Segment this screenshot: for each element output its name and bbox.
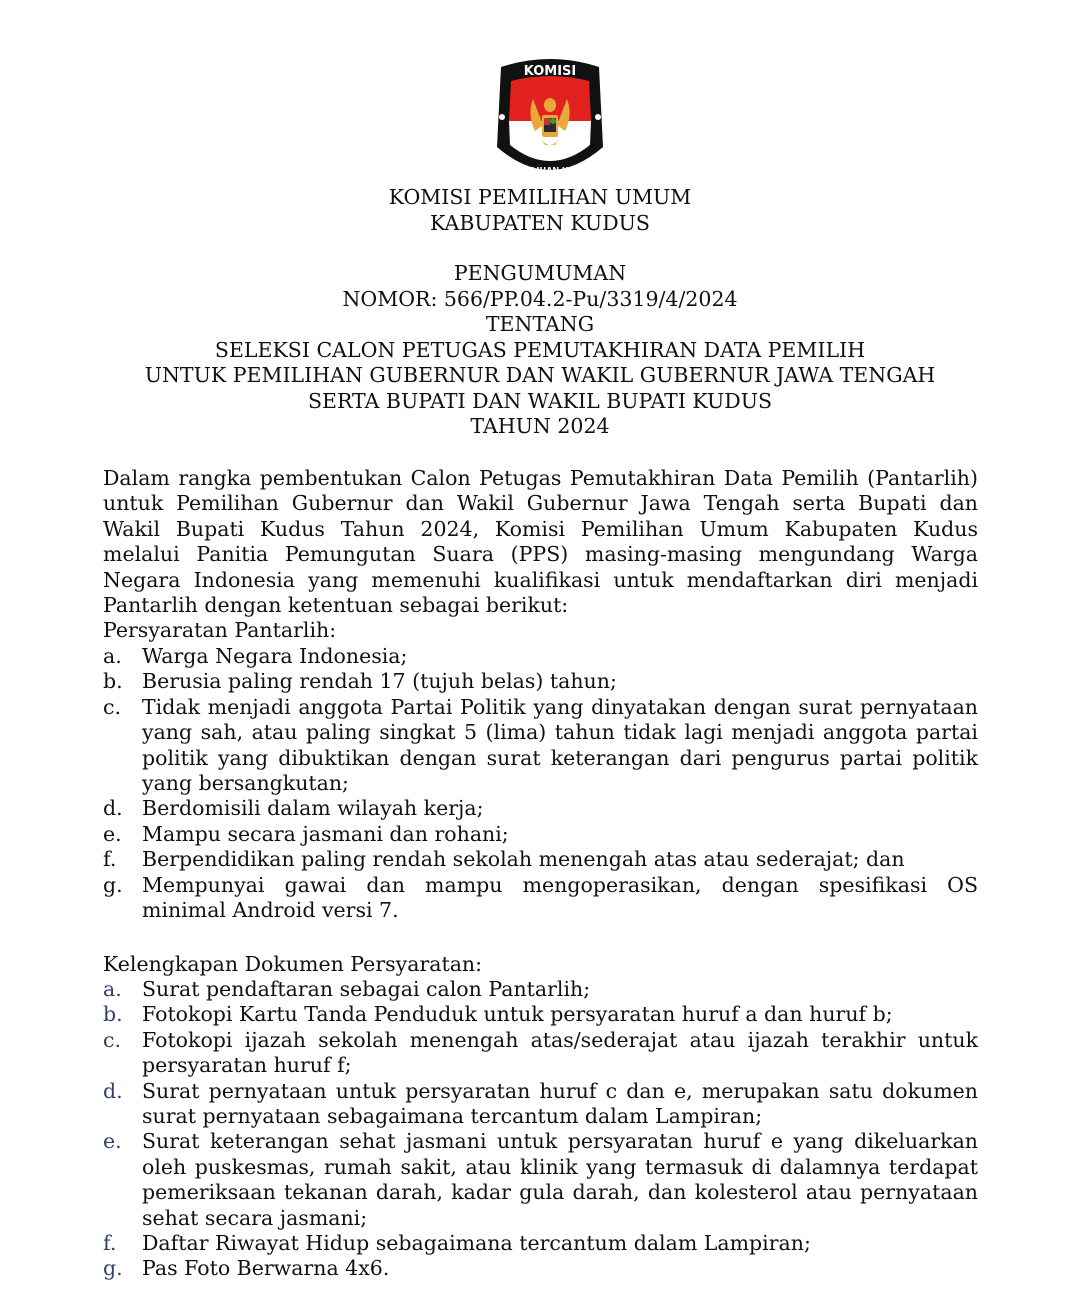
item-text: surat pernyataan sebagaimana tercantum dalam Lampiran; [142,1104,763,1129]
announcement-title [0,261,1080,440]
item-text: Berusia paling rendah 17 (tujuh belas) tahun; [142,669,617,694]
item-text: Fotokopi ijazah sekolah menengah atas/sederajat atau ijazah terakhir untuk [142,1027,978,1052]
item-text: Surat pendaftaran sebagai calon Pantarlih; [142,977,591,1001]
item-text: yang sah, atau paling singkat 5 (lima) tahun tidak lagi menjadi anggota partai [142,720,978,745]
requirements-heading: Persyaratan Pantarlih: [103,618,337,642]
subject-line-2: UNTUK PEMILIHAN GUBERNUR DAN WAKIL GUBERNUR JAWA TENGAH [144,363,936,387]
documents-list [103,977,978,1282]
list-marker: a. [103,977,122,1001]
intro-line: Wakil Bupati Kudus Tahun 2024, Komisi Pemilihan Umum Kabupaten Kudus [103,516,978,541]
item-text: Surat keterangan sehat jasmani untuk persyaratan huruf e yang dikeluarkan [142,1129,978,1154]
list-marker: b. [103,1002,123,1027]
list-marker: d. [103,796,123,821]
item-text: Daftar Riwayat Hidup sebagaimana tercantum dalam Lampiran; [142,1231,811,1256]
item-text: Berdomisili dalam wilayah kerja; [142,796,484,821]
organization-name: KOMISI PEMILIHAN UMUM [388,185,692,209]
list-marker: c. [103,1027,121,1052]
subject-year: TAHUN 2024 [470,414,610,438]
list-marker: f. [103,1231,117,1256]
documents-heading: Kelengkapan Dokumen Persyaratan: [103,952,483,976]
list-marker: e. [103,1129,122,1154]
intro-line: Pantarlih dengan ketentuan sebagai berikut: [103,593,569,618]
list-marker: d. [103,1078,123,1103]
list-item [103,1129,978,1231]
item-text: politik yang dibuktikan dengan surat keterangan dari pengurus partai politik [142,745,978,770]
list-marker: g. [103,872,123,897]
cut-off-text-line [103,1283,978,1289]
list-item [103,644,978,669]
list-item [103,695,978,797]
list-item [103,977,978,1002]
list-item [103,1256,978,1281]
list-marker: c. [103,694,121,719]
item-text: minimal Android versi 7. [142,898,399,923]
intro-paragraph [103,466,978,618]
list-item [103,1231,978,1256]
list-marker: e. [103,821,122,846]
announcement-number: NOMOR: 566/PP.04.2-Pu/3319/4/2024 [342,286,738,311]
list-item [103,822,978,847]
list-marker: a. [103,644,122,668]
item-text: Mampu secara jasmani dan rohani; [142,821,509,846]
requirements-list [103,644,978,923]
subject-line-1: SELEKSI CALON PETUGAS PEMUTAKHIRAN DATA PEMILIH [214,337,866,362]
list-item [103,669,978,694]
list-item [103,1079,978,1130]
item-text: Mempunyai gawai dan mampu mengoperasikan, dengan spesifikasi OS [142,872,978,897]
announcement-label: PENGUMUMAN [453,261,627,285]
item-text: Berpendidikan paling rendah sekolah menengah atas atau sederajat; dan [142,847,905,872]
list-marker: g. [103,1256,123,1281]
kpu-emblem-icon [493,55,607,183]
item-text: Fotokopi Kartu Tanda Penduduk untuk persyaratan huruf a dan huruf b; [142,1002,893,1027]
item-text: pemeriksaan tekanan darah, kadar gula darah, dan kolesterol atau pernyataan [142,1180,978,1205]
intro-line: Negara Indonesia yang memenuhi kualifikasi untuk mendaftarkan diri menjadi [103,567,978,592]
list-marker: f. [103,847,117,872]
item-text: persyaratan huruf f; [142,1053,352,1078]
list-item [103,847,978,872]
intro-line: untuk Pemilihan Gubernur dan Wakil Gubernur Jawa Tengah serta Bupati dan [103,491,978,516]
list-item [103,873,978,924]
item-text: sehat secara jasmani; [142,1205,368,1230]
item-text: Tidak menjadi anggota Partai Politik yang dinyatakan dengan surat pernyataan [142,694,978,719]
kpu-logo [493,55,607,183]
list-item [103,1002,978,1027]
list-item [103,1028,978,1079]
regency-name: KABUPATEN KUDUS [430,210,650,235]
svg-text:KOMISI: KOMISI [523,64,577,79]
intro-line: Dalam rangka pembentukan Calon Petugas Pemutakhiran Data Pemilih (Pantarlih) [103,466,978,490]
svg-text:PEMILIHAN UMUM: PEMILIHAN UMUM [509,166,591,175]
item-text: yang bersangkutan; [142,771,349,796]
item-text: Pas Foto Berwarna 4x6. [142,1256,390,1281]
item-text: oleh puskesmas, rumah sakit, atau klinik yang termasuk di dalamnya terdapat [142,1154,978,1179]
list-item [103,796,978,821]
item-text: Warga Negara Indonesia; [142,644,408,668]
subject-line-3: SERTA BUPATI DAN WAKIL BUPATI KUDUS [307,388,773,413]
about-label: TENTANG [485,312,595,336]
item-text: Surat pernyataan untuk persyaratan huruf c dan e, merupakan satu dokumen [142,1078,978,1103]
intro-line: melalui Panitia Pemungutan Suara (PPS) masing-masing mengundang Warga [103,542,978,567]
list-marker: b. [103,669,123,694]
organization-header [0,185,1080,236]
